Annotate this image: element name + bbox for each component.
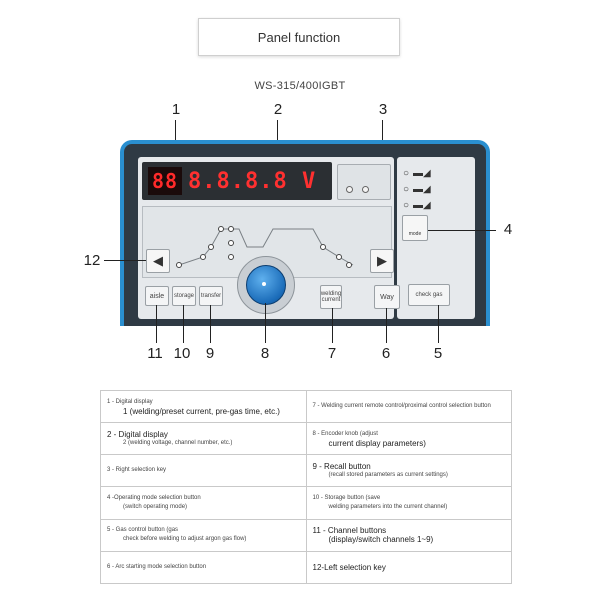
table-cell — [101, 551, 307, 583]
cell-sub: (recall stored parameters as current settings) — [328, 471, 448, 478]
cell-sub: 2 (welding voltage, channel number, etc.) — [123, 439, 233, 446]
table-row — [101, 487, 512, 519]
table-cell — [101, 519, 307, 551]
leader-6 — [386, 308, 387, 343]
cell-main: 12-Left selection key — [312, 562, 386, 572]
storage-button-label: storage — [173, 293, 194, 299]
cell-main: 11 - Channel buttons — [312, 526, 387, 536]
remote-control-selection-button[interactable] — [320, 285, 342, 309]
callout-5: 5 — [433, 345, 443, 362]
table-cell — [101, 391, 307, 423]
cell-main: 4 -Operating mode selection button — [107, 495, 201, 502]
leader-11 — [156, 305, 157, 343]
mode-label: mode — [408, 231, 422, 237]
cell-sub: 1 (welding/preset current, pre-gas time, etc.) — [123, 406, 280, 416]
led-icon: ○ — [403, 167, 410, 179]
callout-9: 9 — [205, 345, 215, 362]
page-title: Panel function — [257, 29, 341, 45]
led-icon: ○ — [403, 199, 410, 211]
leader-12 — [104, 260, 146, 261]
table-row — [101, 519, 512, 551]
led-icon: ○ — [403, 183, 410, 195]
digital-display-2: 8.8.8.8 V — [188, 168, 317, 194]
torch-mode-row — [403, 166, 469, 180]
cell-main: 3 - Right selection key — [107, 467, 167, 474]
cell-main: 5 - Gas control button (gas — [107, 527, 179, 534]
page-title-box — [198, 18, 400, 56]
panel-function-table — [100, 390, 512, 584]
callout-1: 1 — [171, 101, 181, 118]
table-cell — [306, 551, 512, 583]
indicator-led — [362, 186, 369, 193]
callout-10: 10 — [173, 345, 191, 362]
operating-mode-button[interactable] — [402, 215, 428, 241]
torch-icon: ▬◢ — [413, 199, 431, 211]
table-row — [101, 423, 512, 455]
table-row — [101, 455, 512, 487]
cell-sub: welding parameters into the current channel) — [328, 504, 448, 511]
channel-button[interactable] — [145, 286, 169, 306]
indicator-box — [337, 164, 391, 200]
cell-sub: current display parameters) — [328, 438, 426, 448]
torch-mode-row — [403, 182, 469, 196]
table-cell — [306, 487, 512, 519]
leader-10 — [183, 305, 184, 343]
table-row — [101, 551, 512, 583]
welding-label: welding — [320, 291, 342, 297]
cell-main: 7 - Welding current remote control/proximal control selection button — [312, 403, 491, 410]
left-selection-key[interactable]: ◀ — [146, 249, 170, 273]
right-selection-key[interactable]: ▶ — [370, 249, 394, 273]
leader-4 — [428, 230, 496, 231]
torch-mode-row — [403, 198, 469, 212]
callout-12: 12 — [83, 252, 101, 269]
check-gas-label: check gas — [415, 292, 443, 298]
callout-3: 3 — [378, 101, 388, 118]
cell-main: 6 - Arc starting mode selection button — [107, 563, 207, 570]
leader-8 — [265, 303, 266, 343]
table-cell — [306, 519, 512, 551]
digital-display-1: 88 — [148, 167, 182, 195]
way-label: Way — [380, 293, 394, 301]
torch-icon: ▬◢ — [413, 167, 431, 179]
storage-button[interactable] — [172, 286, 196, 306]
leader-5 — [438, 305, 439, 343]
gas-check-button[interactable] — [408, 284, 450, 306]
callout-2: 2 — [273, 101, 283, 118]
callout-11: 11 — [147, 345, 163, 362]
cell-main: 2 - Digital display — [107, 429, 168, 439]
leader-9 — [210, 305, 211, 343]
cell-main: 1 - Digital display — [107, 398, 153, 405]
cell-sub: (display/switch channels 1~9) — [328, 535, 434, 545]
recall-button-label: transfer — [200, 293, 222, 299]
callout-7: 7 — [327, 345, 337, 362]
cell-sub: check before welding to adjust argon gas flow) — [123, 536, 247, 543]
callout-4: 4 — [503, 221, 513, 238]
callout-6: 6 — [381, 345, 391, 362]
recall-button[interactable] — [199, 286, 223, 306]
table-cell — [101, 487, 307, 519]
torch-icon: ▬◢ — [413, 183, 431, 195]
table-cell — [306, 423, 512, 455]
indicator-led — [346, 186, 353, 193]
cell-main: 9 - Recall button — [312, 461, 371, 471]
table-row — [101, 391, 512, 423]
knob-indicator-dot — [262, 282, 266, 286]
arc-start-mode-button[interactable] — [374, 285, 400, 309]
current-label: current — [321, 297, 341, 303]
cell-main: 10 - Storage button (save — [312, 495, 381, 502]
table-cell — [101, 455, 307, 487]
model-label: WS-315/400IGBT — [254, 80, 346, 92]
callout-8: 8 — [260, 345, 270, 362]
channel-button-label: aisle — [149, 292, 165, 300]
cell-main: 8 - Encoder knob (adjust — [312, 430, 378, 437]
table-cell — [306, 391, 512, 423]
encoder-knob[interactable] — [246, 265, 286, 305]
leader-7 — [332, 308, 333, 343]
cell-sub: (switch operating mode) — [123, 504, 188, 511]
table-cell — [101, 423, 307, 455]
table-cell — [306, 455, 512, 487]
